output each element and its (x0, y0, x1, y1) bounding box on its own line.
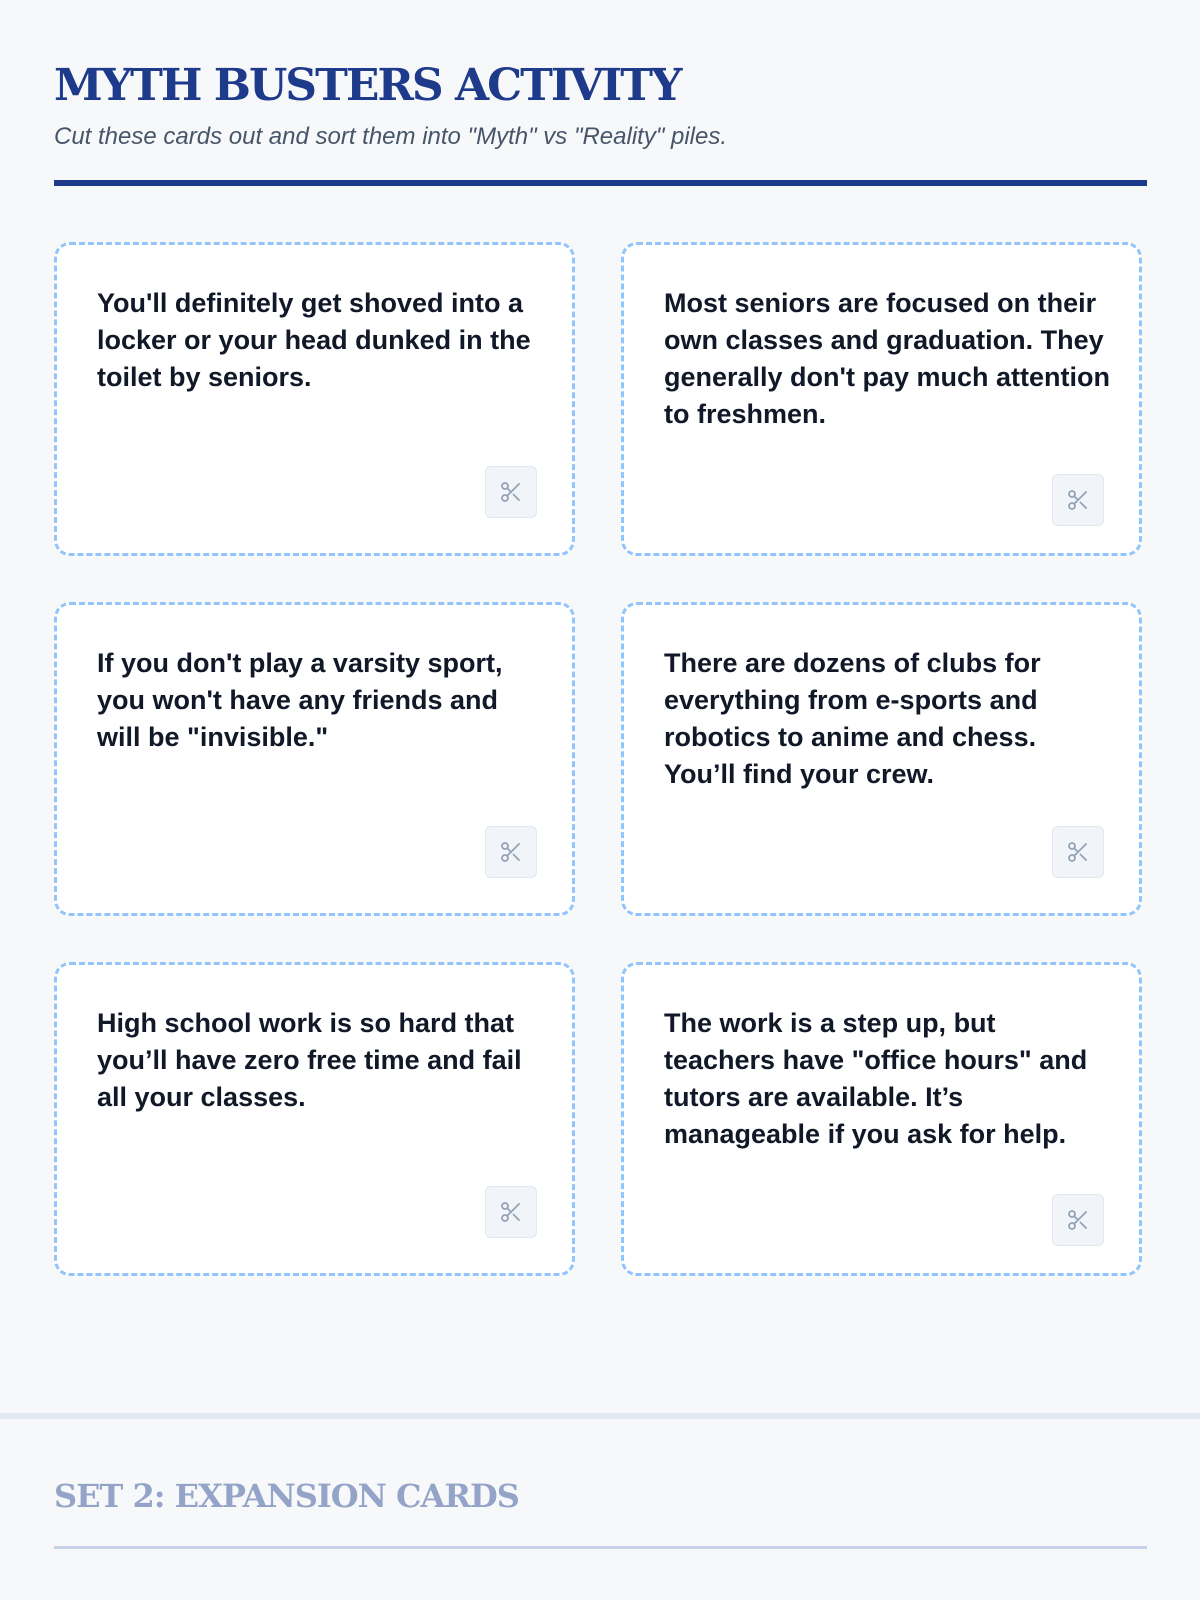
card-reality-clubs[interactable] (621, 602, 1142, 916)
cut-button[interactable] (1052, 826, 1104, 878)
cut-button[interactable] (1052, 1194, 1104, 1246)
cut-button[interactable] (485, 1186, 537, 1238)
card-text: You'll definitely get shoved into a locker or your head dunked in the toilet by seniors. (97, 288, 531, 392)
scissors-icon (499, 480, 523, 504)
scissors-icon (1066, 840, 1090, 864)
card-text: There are dozens of clubs for everything from e-sports and robotics to anime and chess. You’ll find your crew. (664, 648, 1041, 789)
cut-button[interactable] (485, 466, 537, 518)
section-divider (0, 1413, 1200, 1419)
scissors-icon (499, 1200, 523, 1224)
card-myth-workload[interactable] (54, 962, 575, 1276)
section-title: SET 2: EXPANSION CARDS (54, 1477, 519, 1515)
card-text: High school work is so hard that you’ll have zero free time and fail all your classes. (97, 1008, 522, 1112)
scissors-icon (1066, 1208, 1090, 1232)
card-reality-seniors[interactable] (621, 242, 1142, 556)
card-reality-help[interactable] (621, 962, 1142, 1276)
scissors-icon (1066, 488, 1090, 512)
card-text: The work is a step up, but teachers have "office hours" and tutors are available. It’s manageable if you ask for help. (664, 1008, 1088, 1149)
card-text: If you don't play a varsity sport, you won't have any friends and will be "invisible." (97, 648, 503, 752)
cut-button[interactable] (485, 826, 537, 878)
page-subtitle: Cut these cards out and sort them into "Myth" vs "Reality" piles. (54, 123, 728, 150)
page-header (54, 58, 1146, 152)
card-text: Most seniors are focused on their own classes and graduation. They generally don't pay much attention to freshmen. (664, 288, 1110, 429)
section-title-underline (54, 1546, 1147, 1549)
scissors-icon (499, 840, 523, 864)
header-divider (54, 180, 1147, 186)
card-myth-lockers[interactable] (54, 242, 575, 556)
card-myth-varsity[interactable] (54, 602, 575, 916)
cut-button[interactable] (1052, 474, 1104, 526)
page-title: MYTH BUSTERS ACTIVITY (54, 60, 681, 111)
